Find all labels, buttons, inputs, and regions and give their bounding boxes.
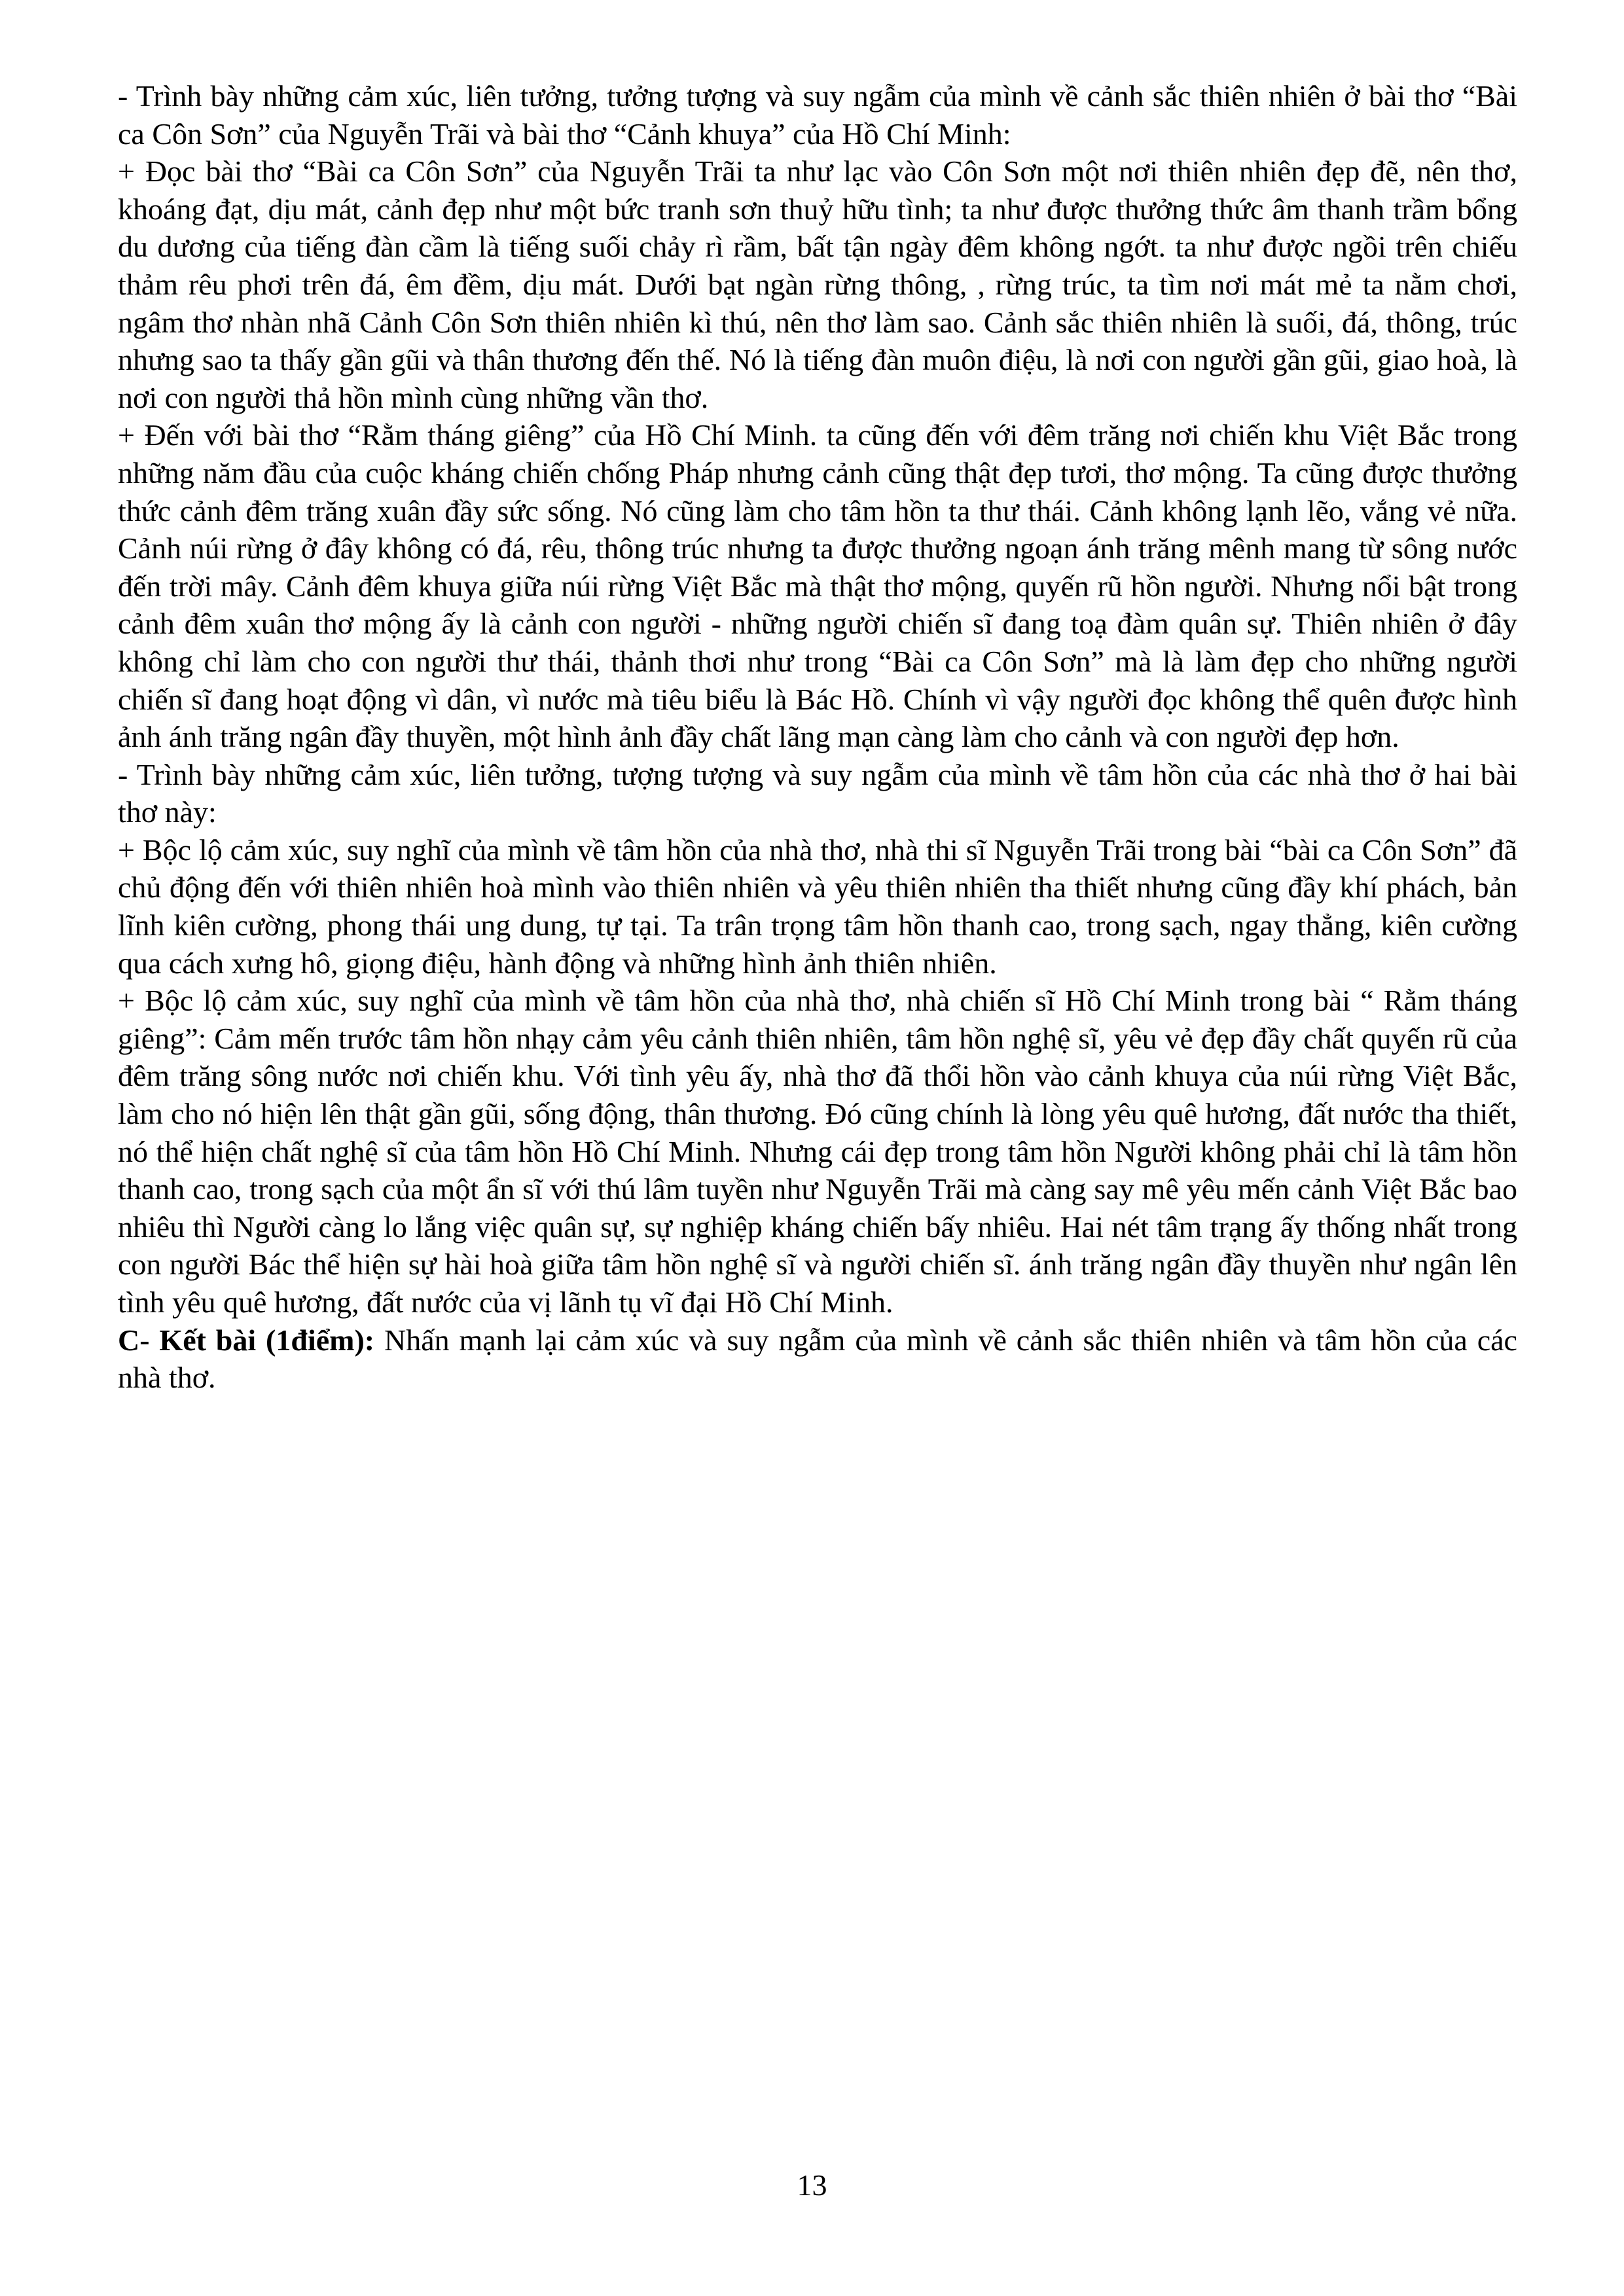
- paragraph-ho-chi-minh-soul: + Bộc lộ cảm xúc, suy nghĩ của mình về tâm hồn của nhà thơ, nhà chiến sĩ Hồ Chí Minh trong bài “ Rằm tháng giêng”: Cảm mến trước tâm hồn nhạy cảm yêu cảnh thiên nhiên, tâm hồn nghệ sĩ, yêu vẻ đẹp đầy chất quyến rũ của đêm trăng sông nước nơi chiến khu. Với tình yêu ấy, nhà thơ đã thổi hồn vào cảnh khuya của núi rừng Việt Bắc, làm cho nó hiện lên thật gần gũi, sống động, thân thương. Đó cũng chính là lòng yêu quê hương, đất nước tha thiết, nó thể hiện chất nghệ sĩ của tâm hồn Hồ Chí Minh. Nhưng cái đẹp trong tâm hồn Người không phải chỉ là tâm hồn thanh cao, trong sạch của một ẩn sĩ với thú lâm tuyền như Nguyễn Trãi mà càng say mê yêu mến cảnh Việt Bắc bao nhiêu thì Người càng lo lắng việc quân sự, sự nghiệp kháng chiến bấy nhiêu. Hai nét tâm trạng ấy thống nhất trong con người Bác thể hiện sự hài hoà giữa tâm hồn nghệ sĩ và người chiến sĩ. ánh trăng ngân đầy thuyền như ngân lên tình yêu quê hương, đất nước của vị lãnh tụ vĩ đại Hồ Chí Minh.: [118, 984, 1517, 1319]
- document-body: [118, 77, 1517, 1397]
- page-number: 13: [797, 2168, 827, 2202]
- paragraph-con-son-nature: + Đọc bài thơ “Bài ca Côn Sơn” của Nguyễn Trãi ta như lạc vào Côn Sơn một nơi thiên nhiên đẹp đẽ, nên thơ, khoáng đạt, dịu mát, cảnh đẹp như một bức tranh sơn thuỷ hữu tình; ta như được thưởng thức âm thanh trầm bổng du dương của tiếng đàn cầm là tiếng suối chảy rì rầm, bất tận ngày đêm không ngớt. ta như được ngồi trên chiếu thảm rêu phơi trên đá, êm đềm, dịu mát. Dưới bạt ngàn rừng thông, , rừng trúc, ta tìm nơi mát mẻ ta nằm chơi, ngâm thơ nhàn nhã Cảnh Côn Sơn thiên nhiên kì thú, nên thơ làm sao. Cảnh sắc thiên nhiên là suối, đá, thông, trúc nhưng sao ta thấy gần gũi và thân thương đến thế. Nó là tiếng đàn muôn điệu, là nơi con người gần gũi, giao hoà, là nơi con người thả hồn mình cùng những vần thơ.: [118, 154, 1517, 414]
- paragraph-nature-intro: - Trình bày những cảm xúc, liên tưởng, tưởng tượng và suy ngẫm của mình về cảnh sắc thiên nhiên ở bài thơ “Bài ca Côn Sơn” của Nguyễn Trãi và bài thơ “Cảnh khuya” của Hồ Chí Minh:: [118, 79, 1517, 151]
- conclusion-label: C- Kết bài (1điểm):: [118, 1323, 375, 1357]
- paragraph-conclusion: [118, 1321, 1517, 1397]
- paragraph-nguyen-trai-soul: + Bộc lộ cảm xúc, suy nghĩ của mình về tâm hồn của nhà thơ, nhà thi sĩ Nguyễn Trãi trong bài “bài ca Côn Sơn” đã chủ động đến với thiên nhiên hoà mình vào thiên nhiên và yêu thiên nhiên tha thiết nhưng cũng đầy khí phách, bản lĩnh kiên cường, phong thái ung dung, tự tại. Ta trân trọng tâm hồn thanh cao, trong sạch, ngay thẳng, kiên cường qua cách xưng hô, giọng điệu, hành động và những hình ảnh thiên nhiên.: [118, 833, 1517, 980]
- paragraph-soul-intro: - Trình bày những cảm xúc, liên tưởng, tượng tượng và suy ngẫm của mình về tâm hồn của các nhà thơ ở hai bài thơ này:: [118, 757, 1517, 829]
- paragraph-ram-thang-gieng-nature: + Đến với bài thơ “Rằm tháng giêng” của Hồ Chí Minh. ta cũng đến với đêm trăng nơi chiến khu Việt Bắc trong những năm đầu của cuộc kháng chiến chống Pháp nhưng cảnh cũng thật đẹp tươi, thơ mộng. Ta cũng được thưởng thức cảnh đêm trăng xuân đầy sức sống. Nó cũng làm cho tâm hồn ta thư thái. Cảnh không lạnh lẽo, vắng vẻ nữa. Cảnh núi rừng ở đây không có đá, rêu, thông trúc nhưng ta được thưởng ngoạn ánh trăng mênh mang từ sông nước đến trời mây. Cảnh đêm khuya giữa núi rừng Việt Bắc mà thật thơ mộng, quyến rũ hồn người. Nhưng nổi bật trong cảnh đêm xuân thơ mộng ấy là cảnh con người - những người chiến sĩ đang toạ đàm quân sự. Thiên nhiên ở đây không chỉ làm cho con người thư thái, thảnh thơi như trong “Bài ca Côn Sơn” mà là làm đẹp cho những người chiến sĩ đang hoạt động vì dân, vì nước mà tiêu biểu là Bác Hồ. Chính vì vậy người đọc không thể quên được hình ảnh ánh trăng ngân đầy thuyền, một hình ảnh đầy chất lãng mạn càng làm cho cảnh và con người đẹp hơn.: [118, 418, 1517, 754]
- conclusion-text: Nhấn mạnh lại cảm xúc và suy ngẫm của mình về cảnh sắc thiên nhiên và tâm hồn của các nhà thơ.: [118, 1323, 1517, 1395]
